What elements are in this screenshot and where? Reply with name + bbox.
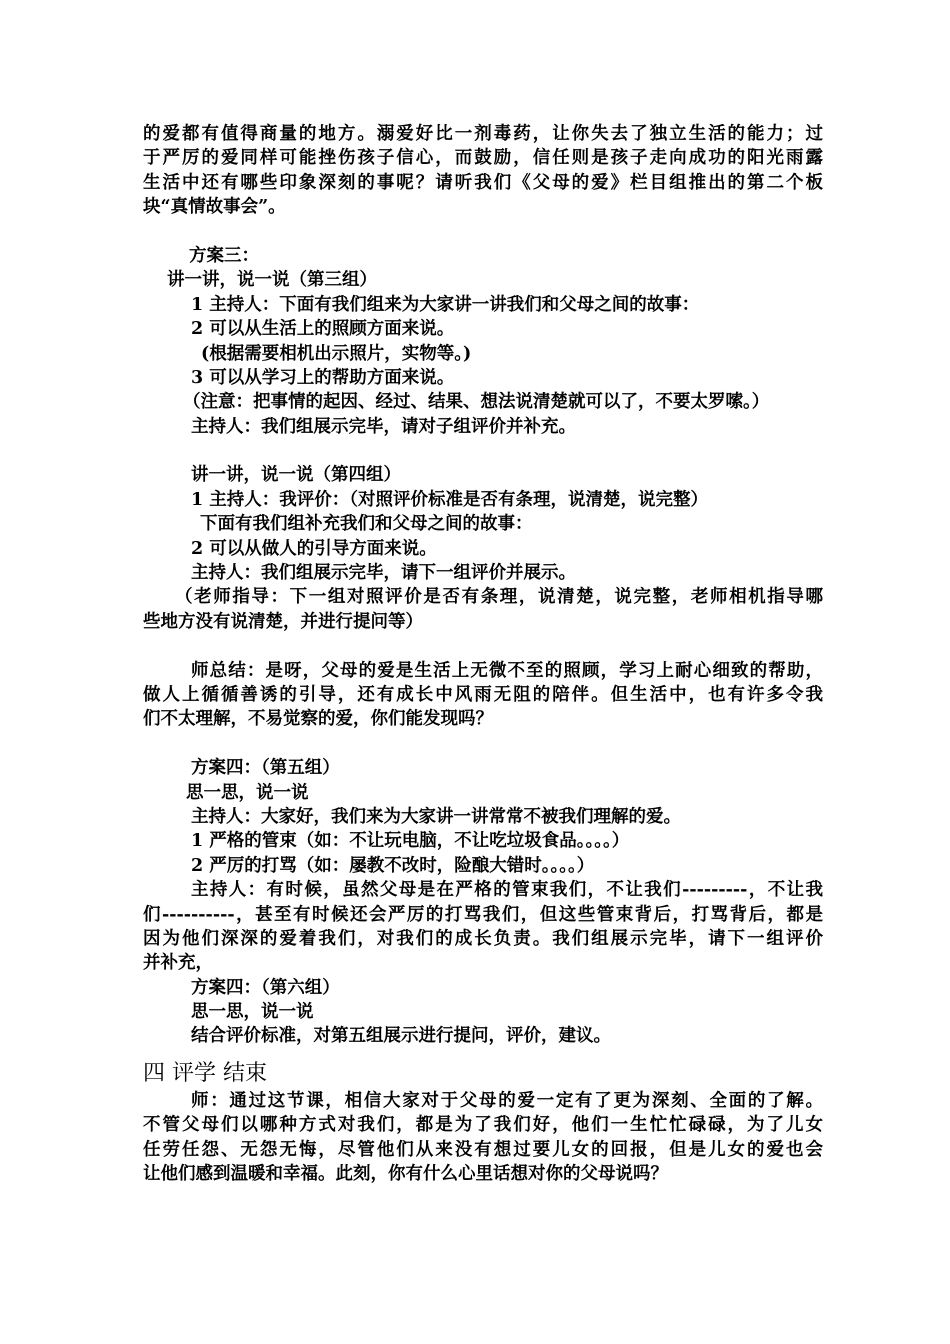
group3-attention-note: （注意：把事情的起因、经过、结果、想法说清楚就可以了，不要太罗嗦。） — [183, 392, 770, 413]
intro-line-3: 生活中还有哪些印象深刻的事呢？请听我们《父母的爱》栏目组推出的第二个板 — [143, 172, 823, 193]
group4-host-done: 主持人：我们组展示完毕，请下一组评价并展示。 — [191, 563, 576, 584]
section4-para-line-1: 师：通过这节课，相信大家对于父母的爱一定有了更为深刻、全面的了解。 — [191, 1090, 823, 1111]
section-4-heading: 四 评学 结束 — [143, 1060, 267, 1086]
teacher-summary-line-3: 们不太理解，不易觉察的爱，你们能发现吗？ — [143, 709, 493, 730]
group4-item-2: 2 可以从做人的引导方面来说。 — [191, 538, 437, 559]
group4-supplement: 下面有我们组补充我们和父母之间的故事： — [200, 514, 533, 535]
section4-para-line-3: 任劳任怨、无怨无悔，尽管他们从来没有想过要儿女的回报，但是儿女的爱也会 — [143, 1139, 823, 1160]
group5-host-intro: 主持人：大家好，我们来为大家讲一讲常常不被我们理解的爱。 — [191, 806, 681, 827]
group3-item-2: 2 可以从生活上的照顾方面来说。 — [191, 319, 455, 340]
group5-host-para-2: 们----------，甚至有时候还会严厉的打骂我们，但这些管束背后，打骂背后，都是 — [143, 904, 823, 925]
group3-host-done: 主持人：我们组展示完毕，请对子组评价并补充。 — [191, 416, 576, 437]
group6-think: 思一思，说一说 — [191, 1002, 314, 1023]
group5-host-para-3: 因为他们深深的爱着我们，对我们的成长负责。我们组展示完毕，请下一组评价 — [143, 928, 823, 949]
section4-para-line-4: 让他们感到温暖和幸福。此刻，你有什么心里话想对你的父母说吗？ — [143, 1164, 668, 1185]
teacher-summary-line-2: 做人上循循善诱的引导，还有成长中风雨无阻的陪伴。但生活中，也有许多令我 — [143, 684, 823, 705]
group4-title: 讲一讲，说一说（第四组） — [191, 465, 401, 486]
group6-combine: 结合评价标准，对第五组展示进行提问，评价，建议。 — [191, 1026, 611, 1047]
group5-item-2: 2 严厉的打骂（如：屡教不改时，险酿大错时。。。。） — [191, 855, 595, 876]
group3-photo-note: (根据需要相机出示照片，实物等。) — [201, 343, 472, 364]
group3-host-line: 1 主持人：下面有我们组来为大家讲一讲我们和父母之间的故事： — [191, 294, 700, 315]
plan4-group6-title: 方案四：（第六组） — [191, 977, 340, 998]
group5-item-1: 1 严格的管束（如：不让玩电脑，不让吃垃圾食品。。。。） — [191, 831, 630, 852]
group5-think: 思一思，说一说 — [186, 782, 309, 803]
group5-host-para-1: 主持人：有时候，虽然父母是在严格的管束我们，不让我们---------，不让我 — [191, 880, 823, 901]
teacher-guide-line-1: （老师指导：下一组对照评价是否有条理，说清楚，说完整，老师相机指导哪 — [175, 587, 823, 608]
teacher-summary-line-1: 师总结：是呀，父母的爱是生活上无微不至的照顾，学习上耐心细致的帮助， — [191, 660, 823, 681]
group5-host-para-4: 并补充， — [143, 953, 213, 974]
teacher-guide-line-2: 些地方没有说清楚，并进行提问等） — [143, 611, 423, 632]
intro-line-2: 于严厉的爱同样可能挫伤孩子信心，而鼓励，信任则是孩子走向成功的阳光雨露 — [143, 148, 823, 169]
plan3-title: 方案三： — [189, 245, 259, 266]
group3-title: 讲一讲，说一说（第三组） — [167, 270, 377, 291]
intro-line-1: 的爱都有值得商量的地方。溺爱好比一剂毒药，让你失去了独立生活的能力；过 — [143, 124, 823, 144]
document-page — [143, 122, 823, 1186]
plan4-group5-title: 方案四：（第五组） — [191, 758, 340, 779]
group4-host-line: 1 主持人：我评价：（对照评价标准是否有条理，说清楚，说完整） — [191, 489, 709, 510]
section4-para-line-2: 不管父母们以哪种方式对我们，都是为了我们好，他们一生忙忙碌碌，为了儿女 — [143, 1115, 823, 1136]
group3-item-3: 3 可以从学习上的帮助方面来说。 — [191, 367, 455, 388]
intro-line-4: 块“真情故事会”。 — [143, 197, 286, 218]
